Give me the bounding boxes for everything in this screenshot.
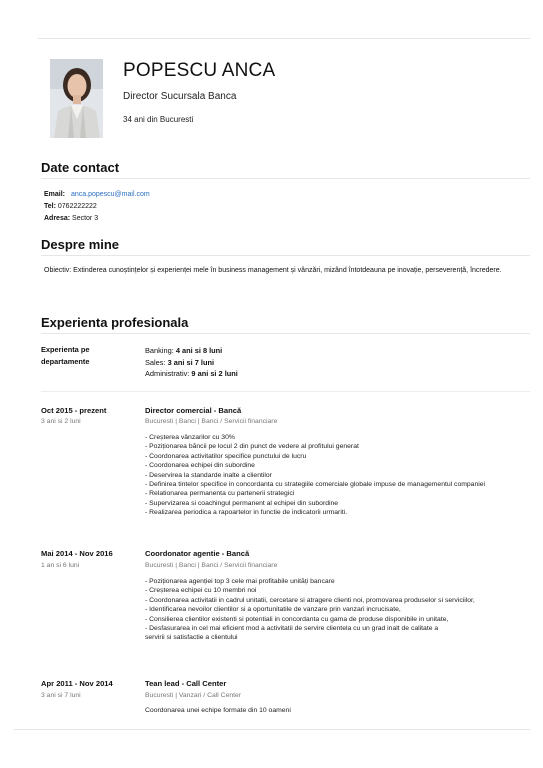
job-duration: 3 ani si 2 luni	[41, 418, 81, 425]
job-period: Apr 2011 - Nov 2014	[41, 679, 113, 688]
department-item	[145, 357, 238, 369]
job-period: Oct 2015 - prezent	[41, 406, 107, 415]
department-name: Banking:	[145, 346, 174, 355]
job-bullet: - Coordonarea activitatii in cadrul unitatii, cercetare si atragere clienti noi, promovarea produselor si serviciilor,	[145, 596, 475, 604]
department-item	[145, 368, 238, 380]
about-divider	[41, 255, 530, 256]
job-bullet: - Poziționarea agenției top 3 cele mai profitabile unități bancare	[145, 578, 335, 585]
job-meta: Bucuresti | Vanzari / Call Center	[145, 692, 242, 699]
job-bullets	[145, 433, 525, 518]
contact-email	[44, 191, 150, 198]
contact-heading: Date contact	[41, 160, 120, 175]
job-bullet: - Consilierea clientilor existenti si potentiali in concordanta cu gama de produse disponibile in unitate,	[145, 615, 449, 623]
candidate-title: Director Sucursala Banca	[123, 91, 237, 102]
candidate-age-location: 34 ani din Bucuresti	[123, 115, 194, 124]
job-bullet: - Deservirea la standarde inalte a clientilor	[145, 471, 272, 479]
job-bullet: - Definirea tintelor specifice in concordanta cu strategiile comerciale globale impuse de managementul companiei	[145, 481, 486, 489]
job-bullet: - Coordonarea activitatilor specifice punctului de lucru	[145, 452, 307, 460]
job-bullets	[145, 577, 525, 643]
profile-photo-image	[50, 59, 103, 138]
job-role: Coordonator agentie - Bancă	[145, 549, 250, 558]
job-bullets	[145, 706, 525, 715]
profile-photo	[50, 59, 103, 138]
email-label: Email:	[44, 191, 66, 198]
job-bullet: - Identificarea nevoilor clientilor si a oportunitatile de vanzare prin vanzari incrucisate,	[145, 606, 401, 614]
departments-list	[145, 345, 238, 380]
about-heading: Despre mine	[41, 237, 120, 252]
department-value: 4 ani si 8 luni	[175, 346, 223, 355]
department-item	[145, 345, 238, 357]
job-role: Director comercial - Bancă	[145, 406, 242, 415]
departments-label: Experienta pe departamente	[41, 345, 90, 366]
address-value: Sector 3	[72, 215, 99, 222]
job-bullet: - Supervizarea si coachingul permanent al echipei din subordine	[145, 499, 339, 507]
experience-divider	[41, 333, 530, 334]
job-bullet: - Creșterea vânzarilor cu 30%	[145, 434, 235, 441]
email-link[interactable]: anca.popescu@mail.com	[70, 191, 150, 198]
department-value: 9 ani si 2 luni	[191, 369, 238, 378]
job-bullet: - Realizarea periodica a rapoartelor in functie de indicatorii urmariti.	[145, 509, 348, 517]
job-bullet: - Poziționarea băncii pe locul 2 din punct de vedere al profitului generat	[145, 443, 359, 451]
job-bullet: - Desfasurarea in cel mai eficient mod a activitatii de servire clientela cu un grad inalt de calitate a	[145, 625, 439, 633]
top-divider	[38, 38, 530, 39]
department-name: Administrativ:	[145, 369, 190, 378]
departments-divider	[41, 391, 530, 392]
contact-phone	[44, 203, 97, 210]
contact-divider	[41, 178, 530, 179]
department-value: 3 ani si 7 luni	[167, 357, 215, 367]
job-meta: Bucuresti | Banci | Banci / Servicii financiare	[145, 562, 278, 569]
job-duration: 3 ani si 7 luni	[41, 692, 81, 699]
job-bullet: - Coordonarea echipei din subordine	[145, 462, 255, 470]
job-meta: Bucuresti | Banci | Banci / Servicii financiare	[145, 418, 278, 425]
candidate-name: POPESCU ANCA	[123, 60, 276, 81]
job-bullet: servirii si satisfactie a clientului	[145, 634, 238, 642]
bottom-divider	[14, 729, 530, 730]
address-label: Adresa:	[44, 215, 71, 222]
about-text: Obiectiv: Extinderea cunoștințelor și experienței mele în business management și vânzări, mizând întotdeauna pe inovație, perseverență, încredere.	[44, 267, 502, 274]
contact-address	[44, 215, 98, 222]
job-duration: 1 an si 6 luni	[41, 562, 80, 569]
phone-value: 0762222222	[57, 203, 97, 210]
job-role: Tean lead - Call Center	[145, 679, 227, 688]
experience-heading: Experienta profesionala	[41, 315, 189, 330]
job-bullet: Coordonarea unei echipe formate din 10 oameni	[145, 707, 291, 714]
job-period: Mai 2014 - Nov 2016	[41, 549, 113, 558]
department-name: Sales:	[145, 357, 166, 367]
job-bullet: - Creșterea echipei cu 10 membri noi	[145, 587, 257, 595]
job-bullet: - Relationarea permanenta cu partenerii strategici	[145, 490, 295, 498]
phone-label: Tel:	[44, 203, 56, 210]
